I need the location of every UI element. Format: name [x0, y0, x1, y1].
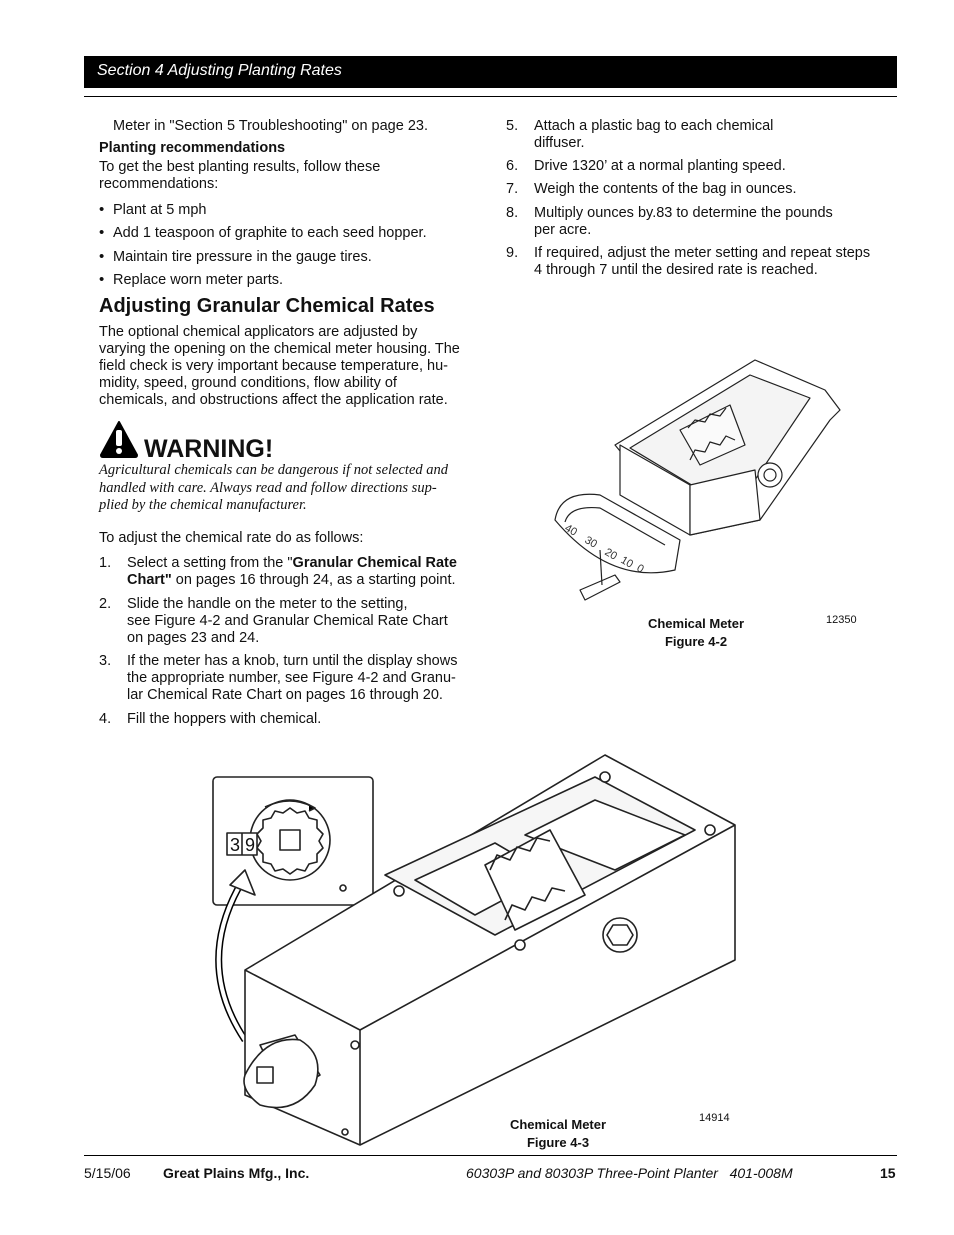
warning-triangle-icon [99, 420, 139, 458]
granular-paragraph-line: varying the opening on the chemical meter housing. The [99, 341, 460, 357]
warning-text-line: handled with care. Always read and follow directions sup- [99, 480, 437, 496]
bullet-item: • Plant at 5 mph [99, 202, 207, 219]
display-digit-right: 9 [245, 835, 256, 855]
footer-manual-title: 60303P and 80303P Three-Point Planter 401-008M [466, 1165, 793, 1181]
figure-4-2-caption [626, 615, 766, 651]
figure-4-3-caption-title: Chemical Meter [509, 1117, 607, 1132]
footer-rule [84, 1155, 897, 1156]
section-header-bar [84, 56, 897, 88]
step-8: 8. Multiply ounces by.83 to determine the pounds per acre. [506, 205, 833, 238]
step-4: 4. Fill the hoppers with chemical. [99, 711, 322, 727]
granular-paragraph-line: field check is very important because temperature, hu- [99, 358, 448, 374]
figure-4-3-drawing-number: 14914 [699, 1112, 730, 1124]
footer-page-number: 15 [880, 1165, 896, 1181]
warning-text-line: Agricultural chemicals can be dangerous if not selected and [99, 462, 449, 478]
step-1: 1. Select a setting from the "Granular Chemical Rate Chart" on pages 16 through 24, as a starting point. [99, 555, 457, 588]
figure-4-2-drawing-number: 12350 [826, 614, 857, 626]
recommendations-intro-line-2: recommendations: [99, 176, 219, 192]
figure-4-3-caption [488, 1116, 628, 1152]
figure-4-2-caption-title: Chemical Meter [647, 616, 745, 631]
scale-label-0: 0 [634, 562, 646, 576]
step-2: 2. Slide the handle on the meter to the setting, see Figure 4-2 and Granular Chemical Rate Chart on pages 23 and 24. [99, 596, 448, 646]
scale-label-20: 20 [602, 546, 620, 563]
step-5: 5. Attach a plastic bag to each chemical diffuser. [506, 118, 774, 151]
figure-4-2-caption-number: Figure 4-2 [664, 634, 728, 649]
scale-label-10: 10 [618, 554, 636, 571]
footer-date: 5/15/06 [84, 1165, 131, 1181]
scale-label-30: 30 [582, 534, 600, 551]
granular-paragraph-line: chemicals, and obstructions affect the application rate. [99, 392, 448, 408]
scale-label-40: 40 [562, 522, 580, 539]
granular-paragraph-line: midity, speed, ground conditions, flow ability of [99, 375, 397, 391]
warning-title: WARNING! [144, 435, 274, 463]
step-7: 7. Weigh the contents of the bag in ounces. [506, 181, 797, 197]
figure-4-3-caption-number: Figure 4-3 [526, 1135, 590, 1150]
bullet-item: • Maintain tire pressure in the gauge tires. [99, 249, 372, 266]
chemical-meter-figure-4-2 [540, 350, 860, 610]
granular-section-heading: Adjusting Granular Chemical Rates [99, 295, 435, 317]
step-9: 9. If required, adjust the meter setting and repeat steps 4 through 7 until the desired rate is reached. [506, 245, 871, 278]
granular-paragraph-line: The optional chemical applicators are adjusted by [99, 324, 418, 340]
planting-recommendations-heading: Planting recommendations [99, 140, 286, 156]
chemical-meter-figure-4-3 [205, 755, 745, 1145]
section-title: Section 4 Adjusting Planting Rates [97, 62, 342, 79]
continuation-text: Meter in "Section 5 Troubleshooting" on page 23. [113, 118, 428, 134]
header-rule [84, 96, 897, 97]
bullet-item: • Add 1 teaspoon of graphite to each seed hopper. [99, 225, 427, 242]
steps-intro: To adjust the chemical rate do as follows: [99, 530, 364, 546]
recommendations-intro-line-1: To get the best planting results, follow these [99, 159, 381, 175]
display-digit-left: 3 [230, 835, 241, 855]
bullet-item: • Replace worn meter parts. [99, 272, 283, 289]
step-3: 3. If the meter has a knob, turn until the display shows the appropriate number, see Figure 4-2 and Granu- lar Chemical Rate Chart on pages 16 through 20. [99, 653, 458, 703]
footer-company: Great Plains Mfg., Inc. [163, 1165, 310, 1181]
warning-text-line: plied by the chemical manufacturer. [99, 497, 307, 513]
step-6: 6. Drive 1320’ at a normal planting speed. [506, 158, 786, 174]
